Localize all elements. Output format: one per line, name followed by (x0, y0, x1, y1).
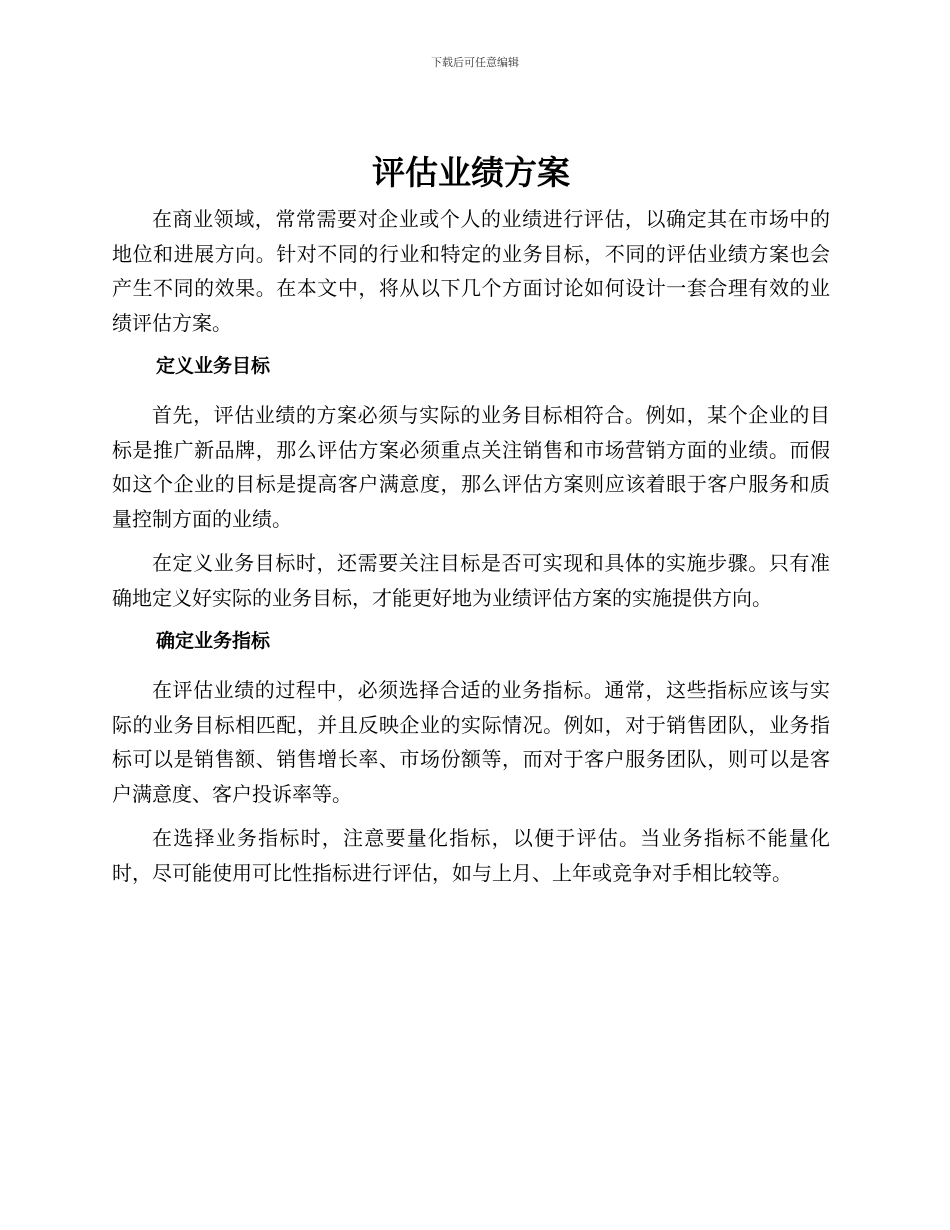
section-heading: 确定业务指标 (156, 630, 271, 652)
body-paragraph: 在定义业务目标时，还需要关注目标是否可实现和具体的实施步骤。只有准确地定义好实际的业务目标，才能更好地为业绩评估方案的实施提供方向。 (112, 551, 830, 610)
body-paragraph: 首先，评估业绩的方案必须与实际的业务目标相符合。例如，某个企业的目标是推广新品牌，那么评估方案必须重点关注销售和市场营销方面的业绩。而假如这个企业的目标是提高客户满意度，那么评估方案则应该着眼于客户服务和质量控制方面的业绩。 (112, 403, 830, 531)
document-body (112, 150, 830, 900)
body-paragraph: 在评估业绩的过程中，必须选择合适的业务指标。通常，这些指标应该与实际的业务目标相匹配，并且反映企业的实际情况。例如，对于销售团队，业务指标可以是销售额、销售增长率、市场份额等，而对于客户服务团队，则可以是客户满意度、客户投诉率等。 (112, 678, 830, 806)
section-define-goals (112, 352, 830, 615)
document-title: 评估业绩方案 (372, 153, 570, 192)
header-note: 下载后可任意编辑 (431, 56, 519, 69)
section-define-metrics (112, 627, 830, 890)
body-paragraph: 在选择业务指标时，注意要量化指标，以便于评估。当业务指标不能量化时，尽可能使用可比性指标进行评估，如与上月、上年或竞争对手相比较等。 (112, 826, 830, 885)
intro-paragraph: 在商业领域，常常需要对企业或个人的业绩进行评估，以确定其在市场中的地位和进展方向。针对不同的行业和特定的业务目标，不同的评估业绩方案也会产生不同的效果。在本文中，将从以下几个方面讨论如何设计一套合理有效的业绩评估方案。 (112, 207, 830, 335)
section-heading: 定义业务目标 (156, 355, 271, 377)
